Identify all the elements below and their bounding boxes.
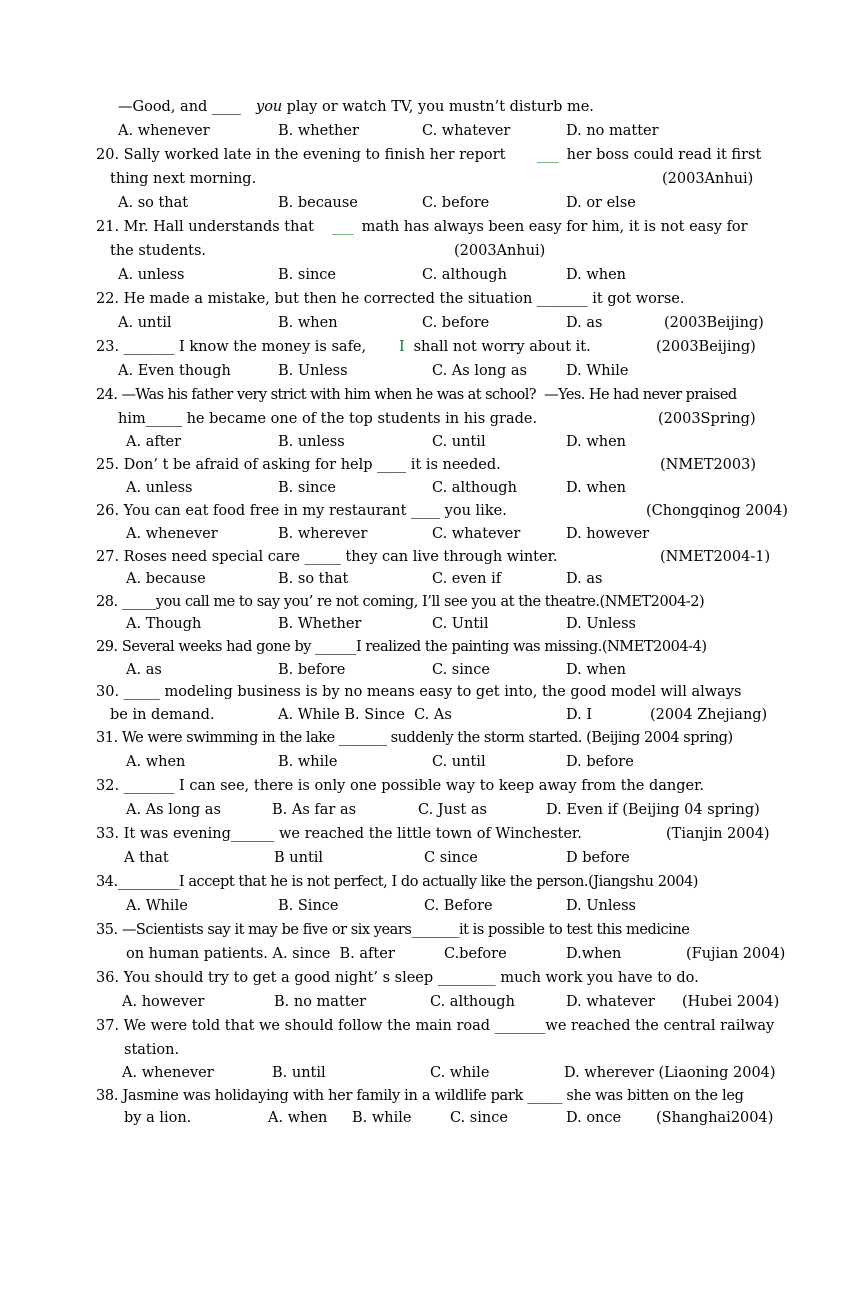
option-b: B. while <box>278 754 338 770</box>
option-d: D. as <box>566 315 603 331</box>
text-segment: play or watch TV, you mustn’t disturb me. <box>282 99 594 115</box>
question-21 <box>0 215 860 239</box>
text-segment: 21. Mr. Hall understands that <box>96 219 319 235</box>
source-tag: (2003Anhui) <box>454 243 546 259</box>
text-segment: 20. Sally worked late in the evening to finish her report <box>96 147 511 163</box>
option-d: D. when <box>566 480 626 496</box>
option-c: C. although <box>422 267 507 283</box>
option-c: C. until <box>432 754 486 770</box>
text-segment: on human patients. A. since B. after <box>126 946 395 962</box>
answer-options <box>0 1061 860 1085</box>
text-segment: the students. <box>110 243 207 259</box>
text-line <box>0 95 860 119</box>
question-23 <box>0 335 860 359</box>
option-b: B until <box>274 850 324 866</box>
option-c: C. whatever <box>432 526 521 542</box>
option-a: A. so that <box>118 195 189 211</box>
question-22 <box>0 287 860 311</box>
option-a: A. As long as <box>126 802 221 818</box>
text-segment: 29. Several weeks had gone by ______I realized the painting was missing.(NMET2004-4) <box>96 639 707 655</box>
option-b: B. Unless <box>278 363 348 379</box>
source-tag: (Tianjin 2004) <box>666 826 770 842</box>
option-b: B. As far as <box>272 802 357 818</box>
question-33 <box>0 822 860 846</box>
answer-options <box>0 311 860 335</box>
answer-options <box>0 263 860 287</box>
source-tag: (2003Beijing) <box>664 315 764 331</box>
text-segment: thing next morning. <box>110 171 257 187</box>
option-b: B. whether <box>278 123 359 139</box>
option-d: D. when <box>566 267 626 283</box>
text-segment: 26. You can eat food free in my restaurant ____ you like. <box>96 503 507 519</box>
option-c: C. before <box>422 315 490 331</box>
option-b: B. Whether <box>278 616 362 632</box>
question-26 <box>0 499 860 523</box>
option-b: B. so that <box>278 571 349 587</box>
answer-options <box>0 476 860 500</box>
option-d: D. no matter <box>566 123 659 139</box>
option-d: D. Unless <box>566 898 636 914</box>
text-segment: 28. _____you call me to say you’ re not coming, I’ll see you at the theatre.(NMET2004-2) <box>96 594 705 610</box>
text-segment: 24. —Was his father very strict with him when he was at school? —Yes. He had never praised <box>96 387 737 403</box>
option-b: B. because <box>278 195 358 211</box>
option-c: C. even if <box>432 571 502 587</box>
source-tag: (Chongqinog 2004) <box>646 503 788 519</box>
option-d: D. whatever <box>566 994 655 1010</box>
text-segment: 31. We were swimming in the lake _______ suddenly the storm started. (Beijing 2004 spring) <box>96 730 733 746</box>
text-segment: 35. —Scientists say it may be five or six years_______it is possible to test this medicine <box>96 922 690 938</box>
question-36 <box>0 966 860 990</box>
text-line <box>0 167 860 191</box>
text-segment: you <box>256 99 283 115</box>
source-tag: (2004 Zhejiang) <box>650 707 768 723</box>
answer-options <box>0 750 860 774</box>
option-d: D. as <box>566 571 603 587</box>
answer-options <box>0 703 860 727</box>
option-b: B. before <box>278 662 346 678</box>
option-a: A. when <box>126 754 186 770</box>
option-c: C. since <box>432 662 490 678</box>
option-d: D. however <box>566 526 650 542</box>
option-d: D. Unless <box>566 616 636 632</box>
option-c: C. while <box>430 1065 490 1081</box>
text-segment: be in demand. <box>110 707 215 723</box>
option-a: A. While <box>126 898 188 914</box>
question-31 <box>0 726 860 750</box>
option-d: D. when <box>566 662 626 678</box>
source-tag: (Hubei 2004) <box>682 994 780 1010</box>
option-b: B. unless <box>278 434 345 450</box>
option-a: A. whenever <box>122 1065 214 1081</box>
question-35 <box>0 918 860 942</box>
option-b: B. when <box>278 315 338 331</box>
answer-options <box>0 430 860 454</box>
text-segment: 34._________I accept that he is not perfect, I do actually like the person.(Jiangshu 2004) <box>96 874 698 890</box>
option-b: B. wherever <box>278 526 368 542</box>
answer-options <box>0 522 860 546</box>
text-segment: shall not worry about it. <box>409 339 591 355</box>
option-c: C since <box>424 850 478 866</box>
option-a: A. unless <box>118 267 185 283</box>
answer-options <box>0 798 860 822</box>
option-a: A. whenever <box>126 526 218 542</box>
text-segment: 33. It was evening______ we reached the little town of Winchester. <box>96 826 582 842</box>
option-d: D. or else <box>566 195 636 211</box>
option-a: A. unless <box>126 480 193 496</box>
text-segment: I <box>399 339 405 355</box>
option-c: C. whatever <box>422 123 511 139</box>
answer-options <box>0 191 860 215</box>
answer-blank: ___ <box>537 147 559 163</box>
option-a: A that <box>124 850 169 866</box>
answer-blank: ___ <box>332 219 354 235</box>
option-c: C. Just as <box>418 802 487 818</box>
answer-options <box>0 612 860 636</box>
option-a: A. Even though <box>118 363 231 379</box>
option-c: C. before <box>422 195 490 211</box>
option-c: C. although <box>430 994 515 1010</box>
answer-options <box>0 359 860 383</box>
option-b: B. while <box>352 1110 412 1126</box>
answer-options <box>0 942 860 966</box>
text-segment: 32. _______ I can see, there is only one possible way to keep away from the danger. <box>96 778 705 794</box>
answer-options <box>0 1106 860 1130</box>
text-segment: 27. Roses need special care _____ they can live through winter. <box>96 549 558 565</box>
text-segment: by a lion. <box>124 1110 192 1126</box>
question-38 <box>0 1084 860 1108</box>
text-segment: 25. Don’ t be afraid of asking for help ____ it is needed. <box>96 457 501 473</box>
option-a: A. as <box>126 662 162 678</box>
option-a: A. whenever <box>118 123 210 139</box>
option-d: D before <box>566 850 630 866</box>
text-segment: math has always been easy for him, it is not easy for <box>357 219 748 235</box>
option-d: D. before <box>566 754 634 770</box>
answer-options <box>0 990 860 1014</box>
option-c: C. Until <box>432 616 489 632</box>
text-line <box>0 239 860 263</box>
option-a: A. While B. Since C. As <box>278 707 452 723</box>
question-20 <box>0 143 860 167</box>
option-d: D. once <box>566 1110 622 1126</box>
text-segment: station. <box>124 1042 180 1058</box>
option-d: D. Even if (Beijing 04 spring) <box>546 802 760 818</box>
option-b: B. Since <box>278 898 339 914</box>
text-line <box>0 1038 860 1062</box>
answer-options <box>0 119 860 143</box>
option-d: D. I <box>566 707 593 723</box>
question-29 <box>0 635 860 659</box>
text-segment: 36. You should try to get a good night’ s sleep ________ much work you have to do. <box>96 970 699 986</box>
text-segment: him_____ he became one of the top students in his grade. <box>118 411 538 427</box>
option-d: D. when <box>566 434 626 450</box>
option-a: A. because <box>126 571 206 587</box>
answer-options <box>0 658 860 682</box>
text-segment: her boss could read it first <box>562 147 762 163</box>
source-tag: (2003Spring) <box>658 411 756 427</box>
option-b: B. since <box>278 267 336 283</box>
option-b: B. no matter <box>274 994 367 1010</box>
text-segment: 38. Jasmine was holidaying with her family in a wildlife park _____ she was bitten on the leg <box>96 1088 744 1104</box>
source-tag: (NMET2003) <box>660 457 757 473</box>
option-a: A. after <box>126 434 182 450</box>
answer-options <box>0 846 860 870</box>
option-a: A. however <box>122 994 205 1010</box>
question-25 <box>0 453 860 477</box>
question-28 <box>0 590 860 614</box>
source-tag: (NMET2004-1) <box>660 549 771 565</box>
question-24 <box>0 383 860 407</box>
text-segment: 22. He made a mistake, but then he corrected the situation _______ it got worse. <box>96 291 685 307</box>
answer-options <box>0 894 860 918</box>
option-c: C. As long as <box>432 363 528 379</box>
option-b: B. since <box>278 480 336 496</box>
option-c: C.before <box>444 946 507 962</box>
question-30 <box>0 680 860 704</box>
answer-options <box>0 567 860 591</box>
option-c: C. since <box>450 1110 508 1126</box>
source-tag: (2003Anhui) <box>662 171 754 187</box>
text-segment: 30. _____ modeling business is by no means easy to get into, the good model will always <box>96 684 742 700</box>
option-c: C. Before <box>424 898 493 914</box>
source-tag: (Fujian 2004) <box>686 946 786 962</box>
question-32 <box>0 774 860 798</box>
question-27 <box>0 545 860 569</box>
option-a: A. when <box>268 1110 328 1126</box>
option-c: C. until <box>432 434 486 450</box>
option-d: D.when <box>566 946 622 962</box>
option-d: D. While <box>566 363 629 379</box>
source-tag: (2003Beijing) <box>656 339 756 355</box>
text-segment: —Good, and ____ <box>118 99 246 115</box>
text-segment: 37. We were told that we should follow the main road _______we reached the central railway <box>96 1018 775 1034</box>
option-a: A. until <box>118 315 172 331</box>
question-34 <box>0 870 860 894</box>
source-tag: (Shanghai2004) <box>656 1110 774 1126</box>
option-a: A. Though <box>126 616 202 632</box>
option-d: D. wherever (Liaoning 2004) <box>564 1065 776 1081</box>
text-segment: 23. _______ I know the money is safe, <box>96 339 371 355</box>
question-37 <box>0 1014 860 1038</box>
text-line <box>0 407 860 431</box>
option-b: B. until <box>272 1065 326 1081</box>
option-c: C. although <box>432 480 517 496</box>
